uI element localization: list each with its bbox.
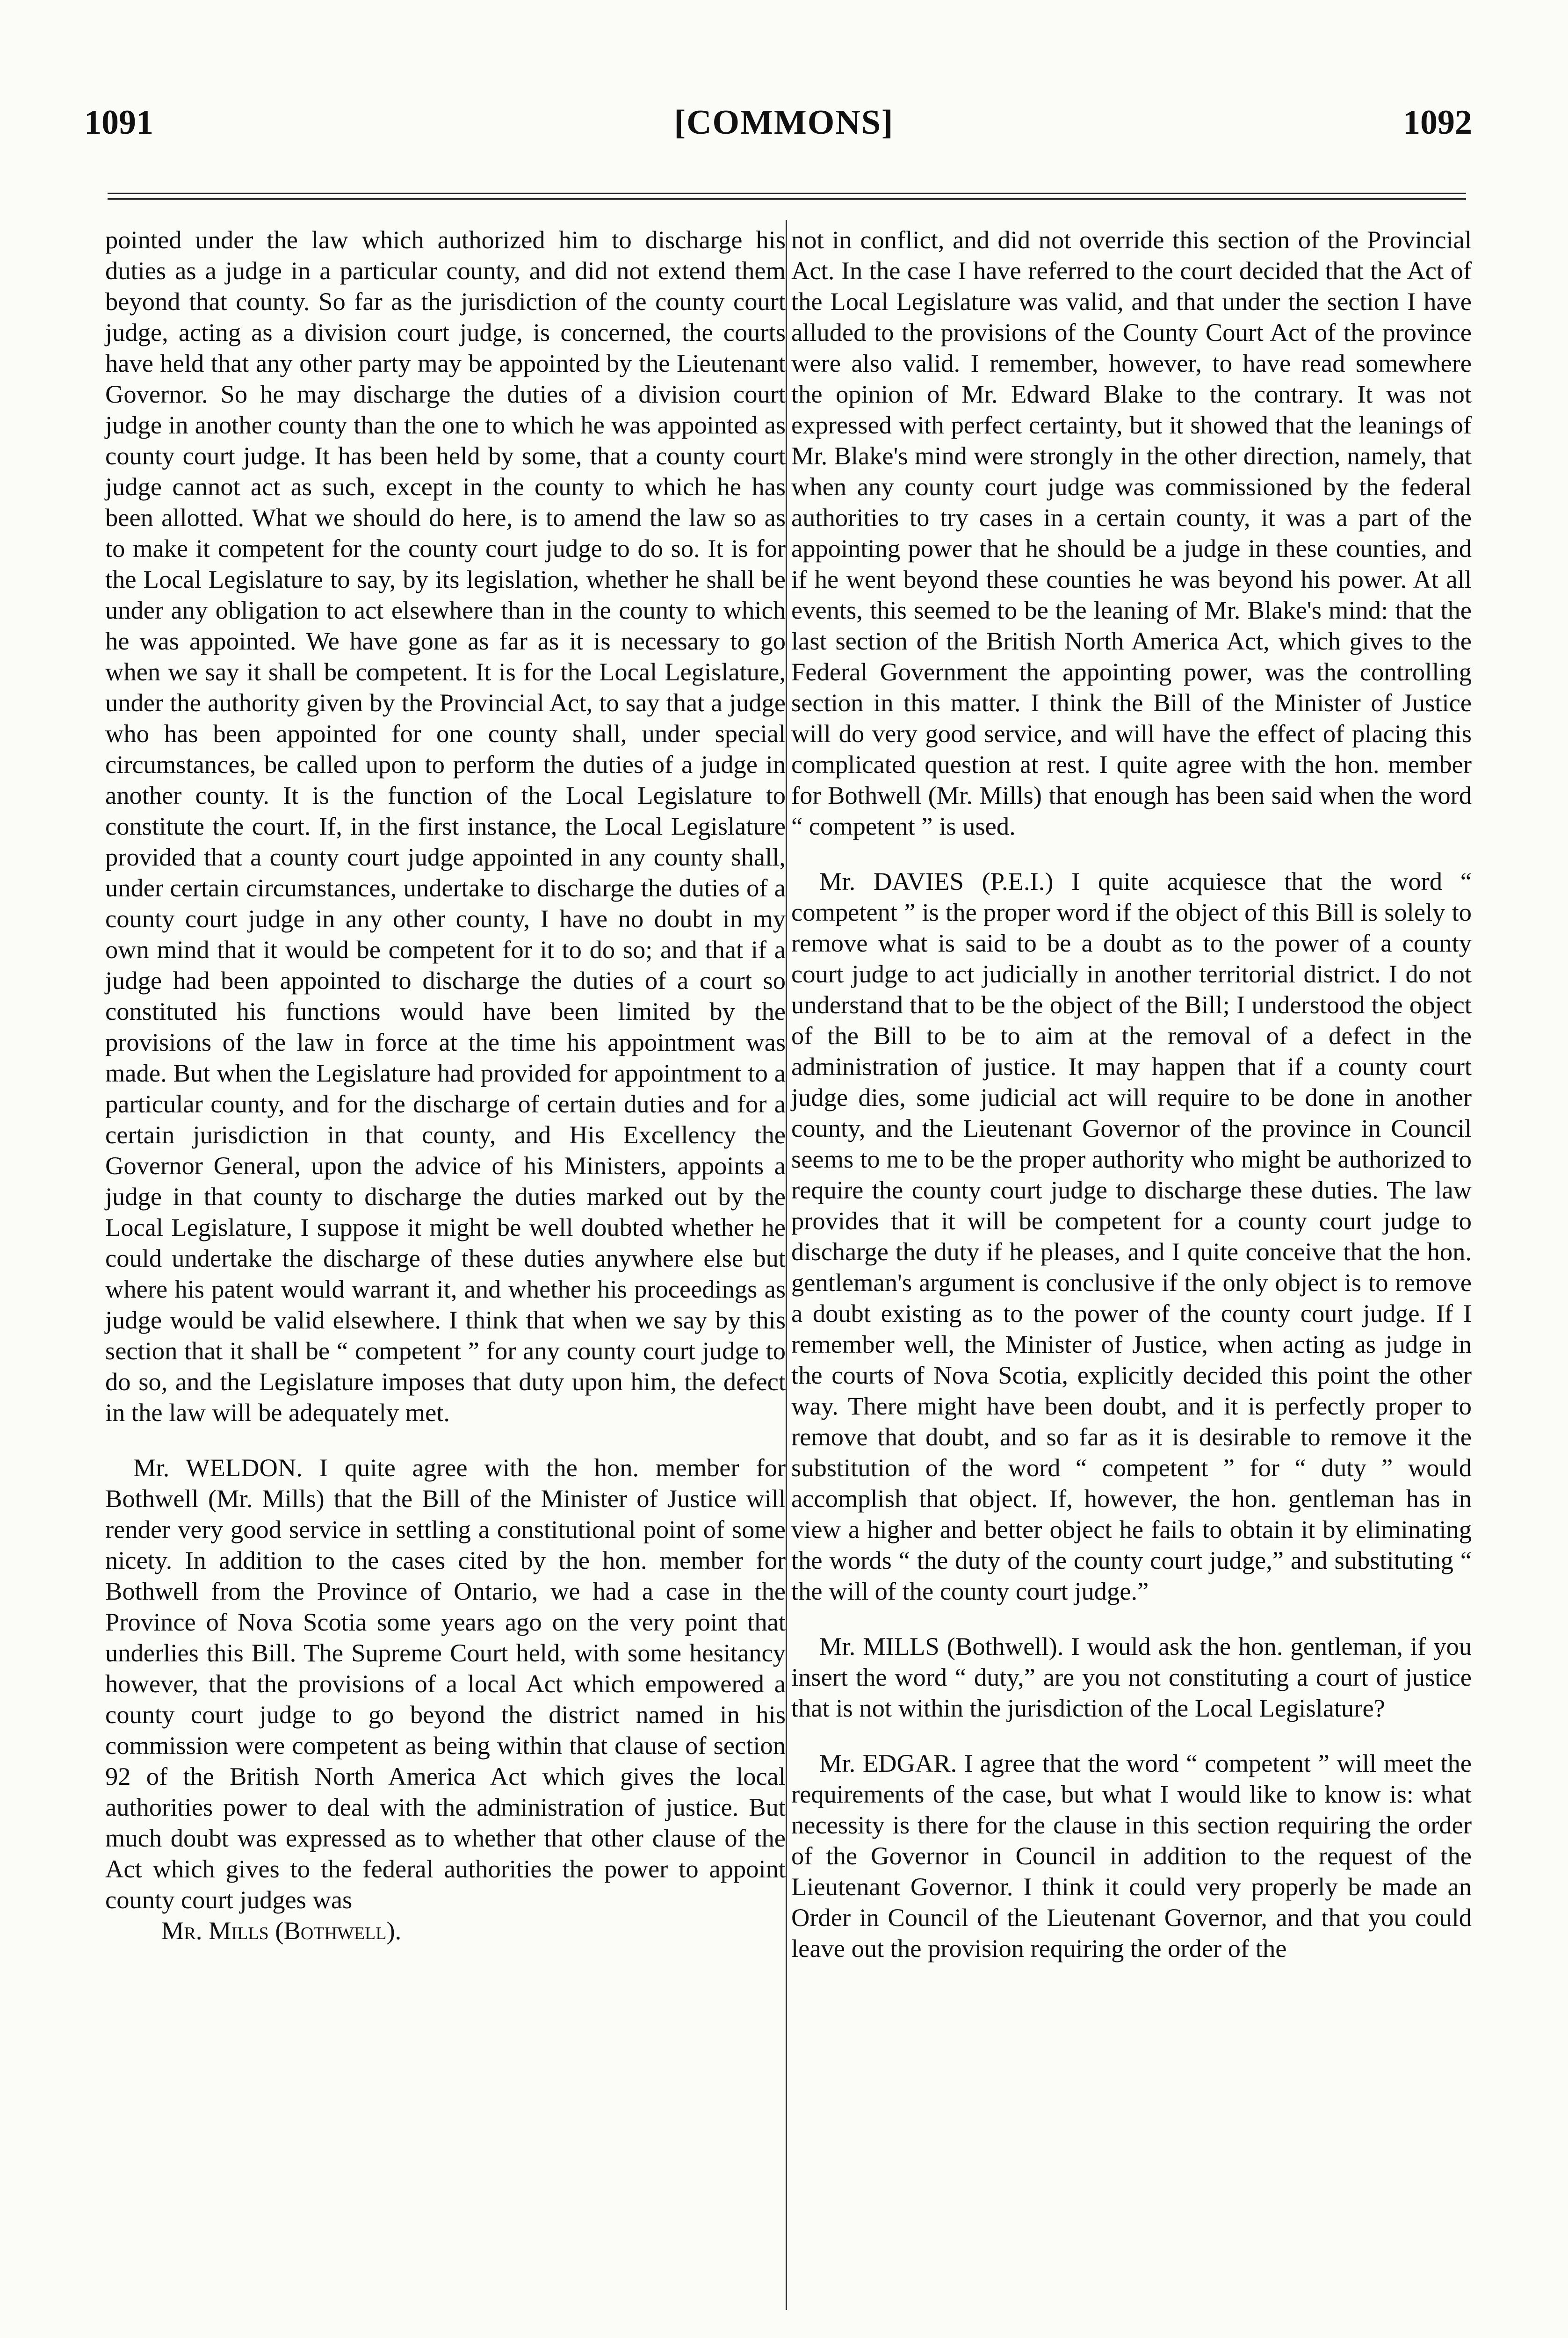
speech-weldon-text: I quite agree with the hon. member for Bothwell (Mr. Mills) that the Bill of the Minister of Justice will render very good service in settling a constitutional point of some nicety. In addition to the cases cited by the hon. member for Bothwell from the Province of Ontario, we had a case in the Province of Nova Scotia some years ago on the very point that underlies this Bill. The Supreme Court held, with some hesitancy however, that the provisions of a local Act which empowered a county court judge to go beyond the district named in his commission were competent as being within that clause of section 92 of the British North America Act which gives the local authorities power to deal with the administration of justice. But much doubt was expressed as to whether that other clause of the Act which gives to the federal authorities the power to appoint county court judges was <box>105 1453 786 1914</box>
right-page-number: 1092 <box>1403 103 1472 142</box>
left-column <box>105 224 786 1946</box>
speech-mills <box>791 1631 1472 1724</box>
speaker-mills: Mr. MILLS (Bothwell). <box>819 1632 1064 1660</box>
speech-davies-text: I quite acquiesce that the word “ competent ” is the proper word if the object of this Bill is solely to remove what is said to be a doubt as to the power of a county court judge to act judicially in another territorial district. I do not understand that to be the object of the Bill; I understood the object of the Bill to be to aim at the removal of a defect in the administration of justice. It may happen that if a county court judge dies, some judicial act will require to be done in another county, and the Lieutenant Governor of the province in Council seems to me to be the proper authority who might be authorized to require the county court judge to discharge these duties. The law provides that it will be competent for a county court judge to discharge the duty if he pleases, and I quite conceive that the hon. gentleman's argument is conclusive if the only object is to remove a doubt existing as to the power of the county court judge. If I remember well, the Minister of Justice, when acting as judge in the courts of Nova Scotia, explicitly decided this point the other way. There might have been doubt, and it is perfectly proper to remove that doubt, and so far as it is desirable to remove it the substitution of the word “ competent ” for “ duty ” would accomplish that object. If, however, the hon. gentleman has in view a higher and better object he fails to obtain it by eliminating the words “ the duty of the county court judge,” and substituting “ the will of the county court judge.” <box>791 867 1472 1605</box>
right-column <box>791 224 1472 1964</box>
speech-edgar <box>791 1748 1472 1964</box>
right-paragraph-continuation: not in conflict, and did not override this section of the Provincial Act. In the case I have referred to the court decided that the Act of the Local Legislature was valid, and that under the section I have alluded to the provisions of the County Court Act of the province were also valid. I remember, however, to have read somewhere the opinion of Mr. Edward Blake to the contrary. It was not expressed with perfect certainty, but it showed that the leanings of Mr. Blake's mind were strongly in the other direction, namely, that when any county court judge was commissioned by the federal authorities to try cases in a certain county, it was a part of the appointing power that he should be a judge in these counties, and if he went beyond these counties he was beyond his power. At all events, this seemed to be the leaning of Mr. Blake's mind: that the last section of the British North America Act, which gives to the Federal Government the appointing power, was the controlling section in this matter. I think the Bill of the Minister of Justice will do very good service, and will have the effect of placing this complicated question at rest. I quite agree with the hon. member for Bothwell (Mr. Mills) that enough has been said when the word “ competent ” is used. <box>791 225 1472 840</box>
speech-davies <box>791 866 1472 1607</box>
header-rule-bottom <box>108 198 1466 200</box>
page-header-title: [COMMONS] <box>674 103 894 142</box>
speech-edgar-text: I agree that the word “ competent ” will meet the requirements of the case, but what I would like to know is: what necessity is there for the clause in this section requiring the order of the Governor in Council in addition to the request of the Lieutenant Governor. I think it could very properly be made an Order in Council of the Lieutenant Governor, and that you could leave out the provision requiring the order of the <box>791 1749 1472 1963</box>
speech-weldon <box>105 1452 786 1915</box>
header-rule-top <box>108 193 1466 194</box>
speech-mills-text: I would ask the hon. gentleman, if you insert the word “ duty,” are you not constituting a court of justice that is not within the jurisdiction of the Local Legislature? <box>791 1632 1472 1722</box>
speaker-weldon: Mr. WELDON. <box>133 1453 303 1482</box>
left-paragraph-continuation: pointed under the law which authorized him to discharge his duties as a judge in a particular county, and did not extend them beyond that county. So far as the jurisdiction of the county court judge, acting as a division court judge, is concerned, the courts have held that any other party may be appointed by the Lieutenant Governor. So he may discharge the duties of a division court judge in another county than the one to which he was appointed as county court judge. It has been held by some, that a county court judge cannot act as such, except in the county to which he has been allotted. What we should do here, is to amend the law so as to make it competent for the county court judge to do so. It is for the Local Legislature to say, by its legislation, whether he shall be under any obligation to act elsewhere than in the county to which he was appointed. We have gone as far as it is necessary to go when we say it shall be competent. It is for the Local Legislature, under the authority given by the Provincial Act, to say that a judge who has been appointed for one county shall, under special circumstances, be called upon to perform the duties of a judge in another county. It is the function of the Local Legislature to constitute the court. If, in the first instance, the Local Legislature provided that a county court judge appointed in any county shall, under certain circumstances, undertake to discharge the duties of a county court judge in any other county, I have no doubt in my own mind that it would be competent for it to do so; and that if a judge had been appointed to discharge the duties of a court so constituted his functions would have been limited by the provisions of the law in force at the time his appointment was made. But when the Legislature had provided for appointment to a particular county, and for the discharge of certain duties and for a certain jurisdiction in that county, and His Excellency the Governor General, upon the advice of his Ministers, appoints a judge in that county to discharge the duties marked out by the Local Legislature, I suppose it might be well doubted whether he could undertake the discharge of these duties anywhere else but where his patent would warrant it, and whether his proceedings as judge would be valid elsewhere. I think that when we say by this section that it shall be “ competent ” for any county court judge to do so, and the Legislature imposes that duty upon him, the defect in the law will be adequately met. <box>105 225 786 1427</box>
column-divider <box>786 220 787 2310</box>
left-page-number: 1091 <box>84 103 153 142</box>
speaker-davies: Mr. DAVIES (P.E.I.) <box>819 867 1054 895</box>
attribution-mills: Mr. Mills (Bothwell). <box>161 1916 402 1945</box>
speaker-edgar: Mr. EDGAR. <box>819 1749 957 1777</box>
